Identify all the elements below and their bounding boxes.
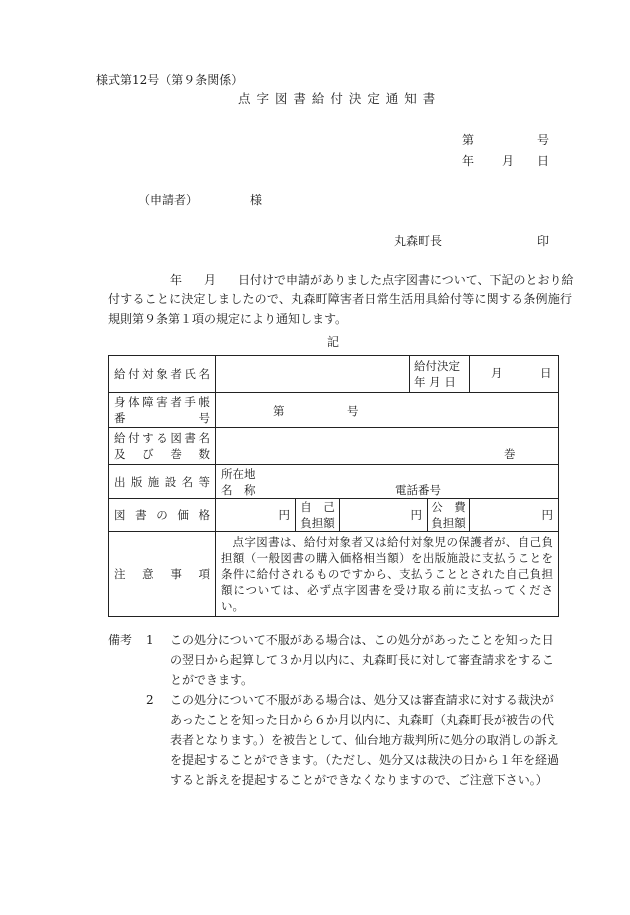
handbook-prefix: 第	[273, 404, 285, 418]
self-pay-label	[296, 499, 340, 532]
row-notice	[109, 532, 559, 617]
benefit-table	[108, 355, 559, 617]
remark-number: 2	[146, 693, 154, 707]
remark-text: この処分について不服がある場合は、処分又は審査請求に対する裁決があったことを知った日から６か月以内に、丸森町（丸森町長が被告の代表者となります。）を被告として、仙台地方裁判所に処分の取消しの訴えを提起することができます。（ただし、処分又は裁決の日から１年を経過すると訴えを提起することができなくなりますので、ご注意下さい。）	[170, 693, 560, 787]
issuer-name: 丸森町長	[394, 234, 443, 248]
remarks	[108, 630, 564, 790]
publisher-name-label: 名 称	[221, 482, 256, 497]
body-date-year: 年	[170, 273, 183, 287]
body-text: 付することに決定しましたので、丸森町障害者日常生活用具給付等に関する条例施行規則第９条第１項の規定により通知します。	[108, 292, 572, 326]
decision-date-value	[470, 356, 559, 393]
form-number: 様式第12号（第９条関係）	[96, 73, 244, 87]
self-pay-value: 円	[340, 499, 428, 532]
remark-item-2	[108, 690, 564, 790]
remark-item-1	[108, 630, 564, 690]
date-day: 日	[537, 154, 550, 168]
ki-heading: 記	[327, 335, 340, 349]
handbook-label-line1: 身体障害者手帳	[114, 395, 210, 409]
books-volume-unit: 巻	[504, 447, 516, 461]
decision-day: 日	[540, 366, 552, 380]
notice-label: 注意事項	[109, 532, 216, 617]
remark-text: この処分について不服がある場合は、この処分があったことを知った日の翌日から起算して３か月以内に、丸森町長に対して審査請求をすることができます。	[170, 633, 555, 687]
price-label: 図書の価格	[109, 499, 216, 532]
decision-month: 月	[491, 366, 503, 380]
self-pay-label-line2: 負担額	[300, 516, 335, 530]
publisher-label: 出版施設名等	[109, 465, 216, 499]
row-recipient	[109, 356, 559, 393]
handbook-suffix: 号	[347, 404, 359, 418]
self-pay-label-line1: 自 己	[300, 500, 335, 514]
decision-date-label-line2: 年 月 日	[414, 375, 456, 389]
row-publisher	[109, 465, 559, 499]
public-pay-label	[428, 499, 470, 532]
public-pay-label-line1: 公 費	[431, 500, 466, 514]
publisher-address-label: 所在地	[221, 466, 256, 481]
publisher-phone-label: 電話番号	[395, 483, 441, 497]
public-pay-value: 円	[470, 499, 559, 532]
doc-number-suffix: 号	[537, 133, 550, 147]
doc-number-prefix: 第	[462, 133, 475, 147]
handbook-value	[216, 393, 559, 428]
public-pay-label-line2: 負担額	[431, 516, 466, 530]
row-books	[109, 428, 559, 465]
books-label-line2: 及び巻数	[114, 447, 210, 461]
body-first-line: 日付けで申請がありました点字図書について、下記のとおり給	[238, 273, 574, 287]
row-handbook	[109, 393, 559, 428]
applicant-label: （申請者）	[138, 193, 199, 207]
seal-mark: 印	[537, 234, 550, 248]
date-month: 月	[502, 154, 515, 168]
handbook-label	[109, 393, 216, 428]
price-value: 円	[216, 499, 296, 532]
date-year: 年	[462, 154, 475, 168]
row-price	[109, 499, 559, 532]
notice-text: 点字図書は、給付対象者又は給付対象児の保護者が、自己負担額（一般図書の購入価格相当額）を出版施設に支払うことを条件に給付されるものですから、支払うこととされた自己負担額については、必ず点字図書を受け取る前に支払ってください。	[216, 532, 559, 617]
handbook-label-line2-right: 号	[198, 411, 210, 425]
books-label-line1: 給付する図書名	[114, 431, 210, 445]
decision-date-label-line1: 給付決定	[414, 359, 461, 373]
document-title: 点 字 図 書 給 付 決 定 通 知 書	[238, 91, 437, 106]
body-date-month: 月	[204, 273, 217, 287]
remark-number: 1	[146, 633, 154, 647]
books-label	[109, 428, 216, 465]
applicant-honorific: 様	[250, 193, 263, 207]
books-value	[216, 428, 559, 465]
recipient-name-label: 給付対象者氏名	[109, 356, 216, 393]
decision-date-label	[410, 356, 470, 393]
publisher-value	[216, 465, 559, 499]
recipient-name-value	[216, 356, 410, 393]
handbook-label-line2-left: 番	[114, 411, 126, 425]
remarks-heading: 備考	[108, 633, 133, 647]
